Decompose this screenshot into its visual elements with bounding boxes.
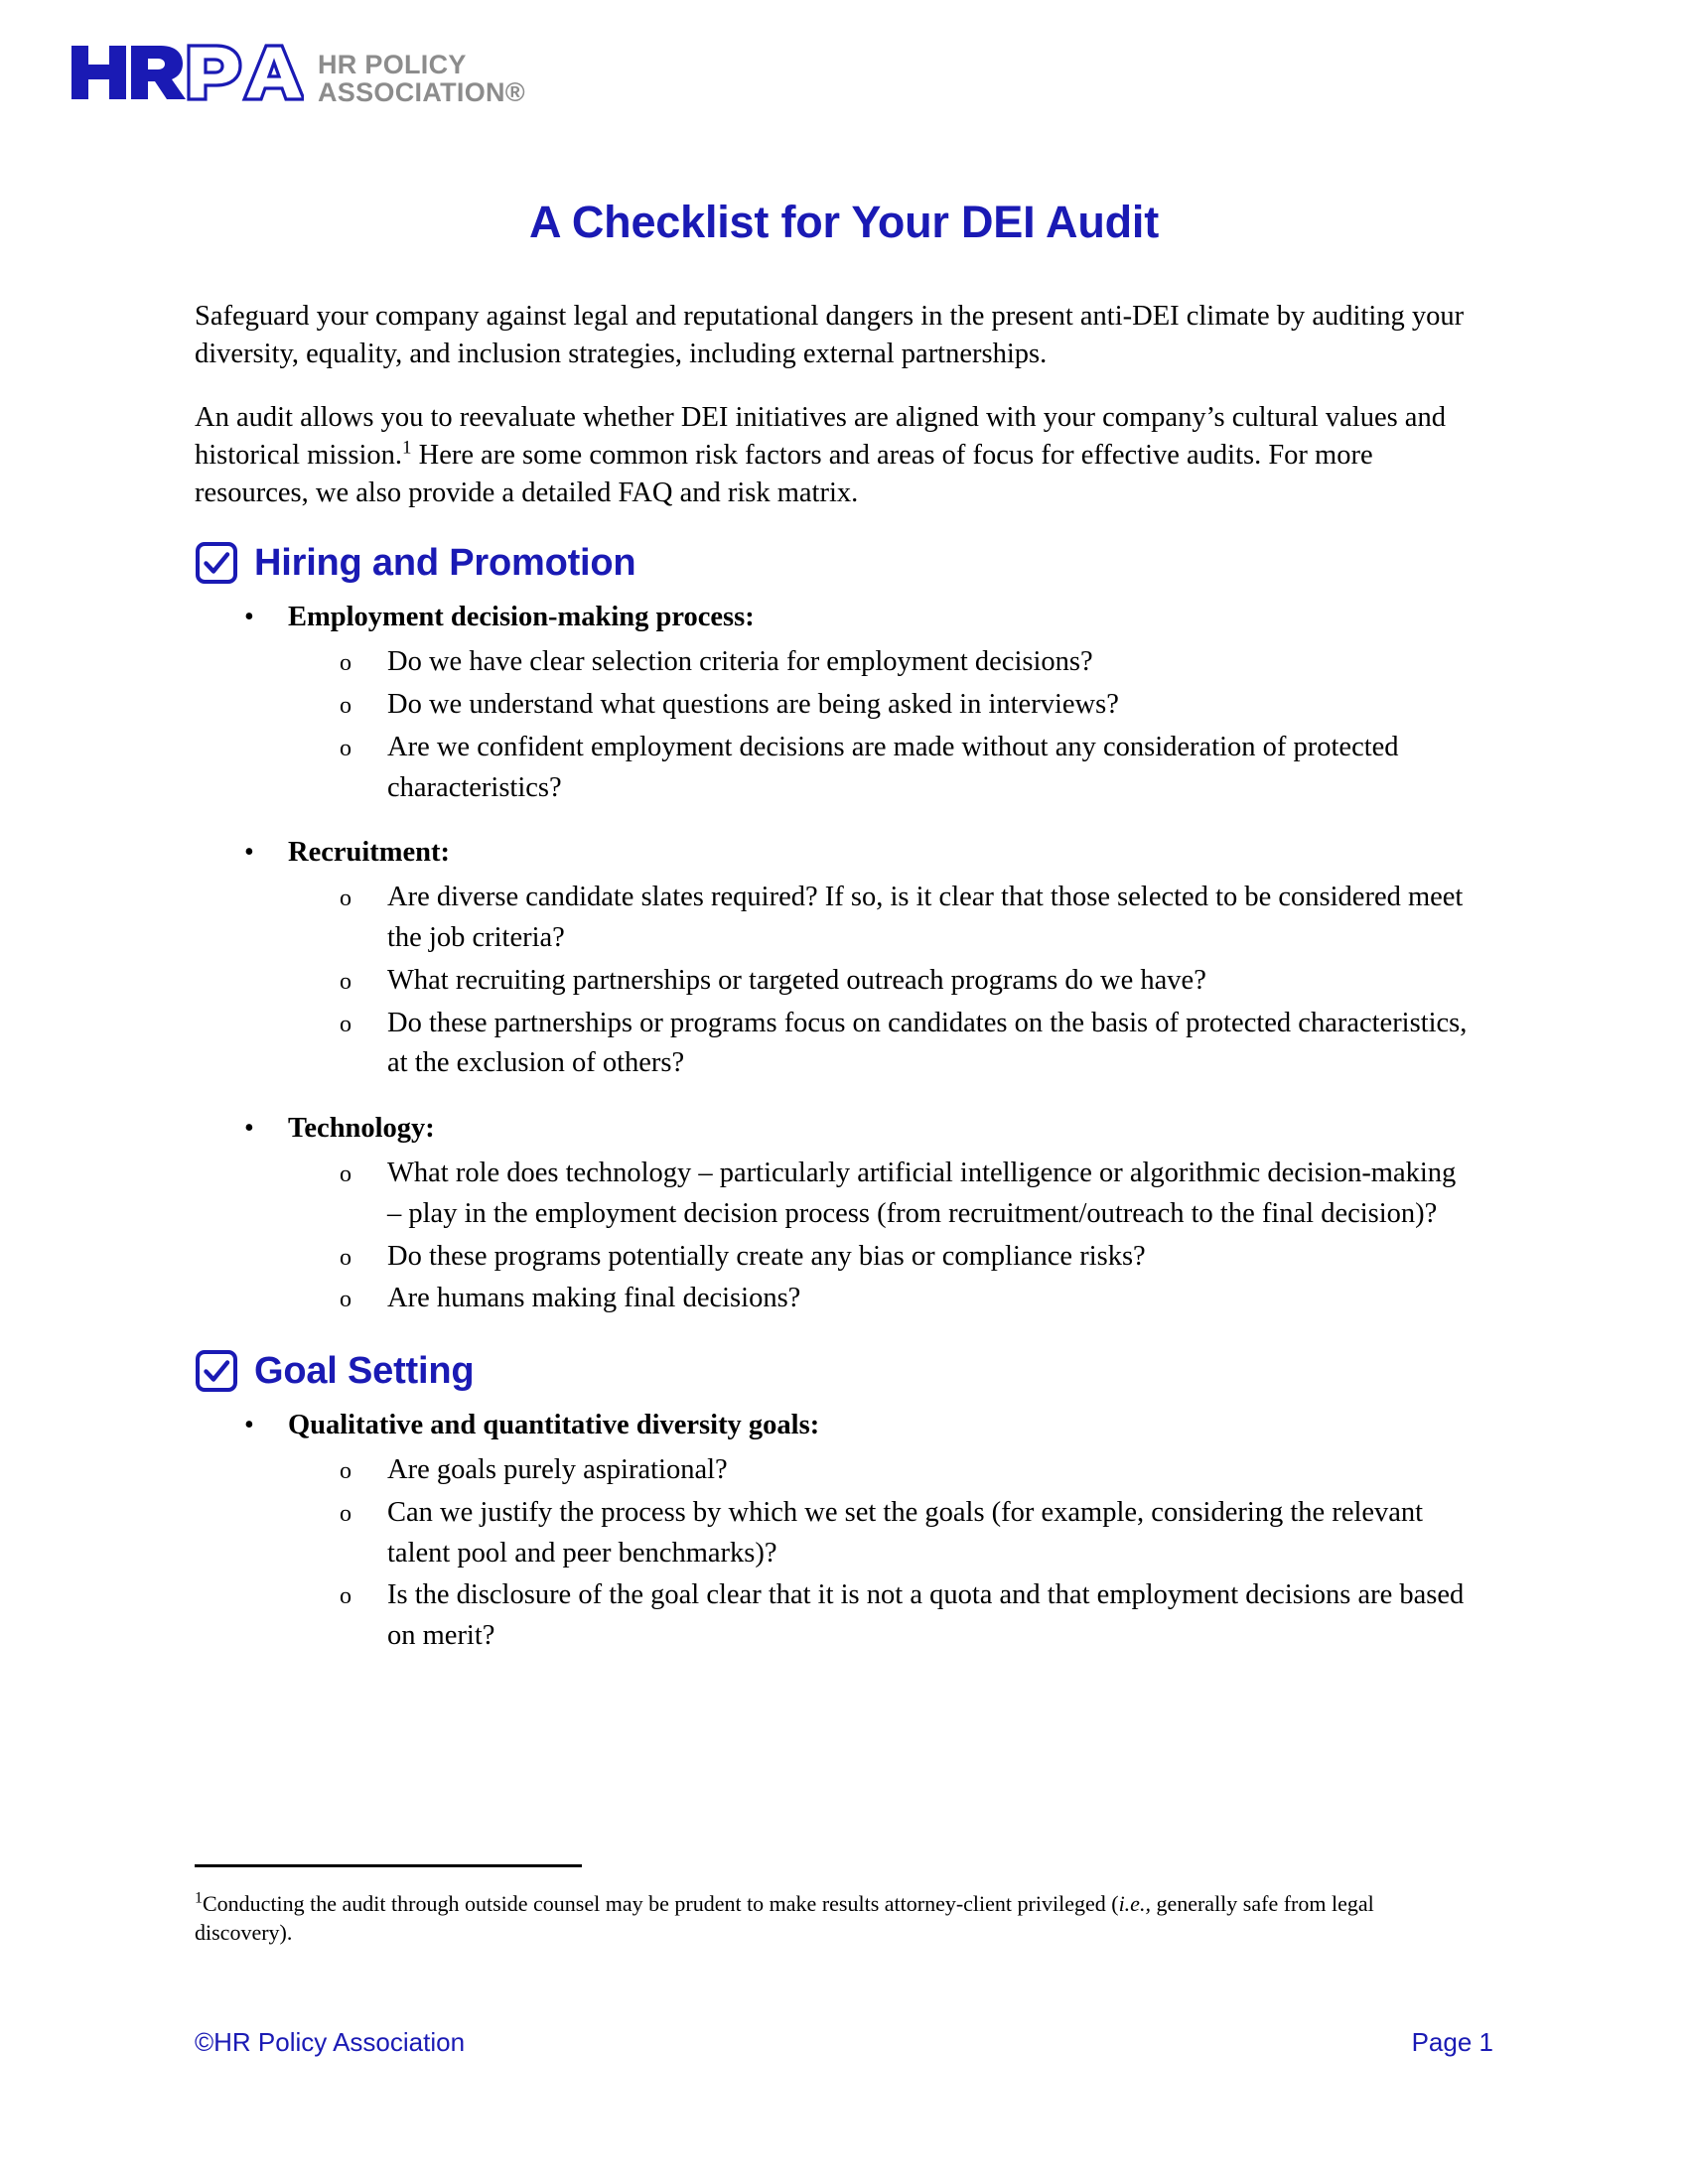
checklist-item-text: Do we have clear selection criteria for employment decisions? [387,646,1093,678]
checklist-item-text: Are diverse candidate slates required? If so, is it clear that those selected to be considered meet the job criteria? [387,882,1464,954]
list-item [340,728,1471,809]
checklist-item-text: Do these partnerships or programs focus on candidates on the basis of protected characteristics, at the exclusion of others? [387,1007,1468,1079]
checklist-item-text: Can we justify the process by which we set the goals (for example, considering the relevant talent pool and peer benchmarks)? [387,1496,1424,1569]
checkbox-checked-icon [195,541,238,585]
list-item [340,642,1471,683]
checklist-item-text: What recruiting partnerships or targeted outreach programs do we have? [387,964,1206,996]
footnote-area [195,1864,1426,1947]
footnote-separator [195,1864,582,1867]
checklist-group-header [244,599,1471,636]
bullet-disc-icon: • [244,1410,254,1441]
checklist-item-text: Do we understand what questions are being asked in interviews? [387,689,1119,721]
bullet-disc-icon: • [244,602,254,633]
hrpa-logomark-icon [70,42,304,103]
checklist-group-header [244,834,1471,872]
checklist-group [195,599,1471,808]
bullet-circle-icon: o [340,1500,352,1527]
checklist-group-label: Recruitment: [288,837,451,869]
bullet-circle-icon: o [340,1583,352,1610]
bullet-circle-icon: o [340,886,352,912]
bullet-circle-icon: o [340,693,352,720]
bullet-circle-icon: o [340,1458,352,1485]
checklist-group-label: Employment decision-making process: [288,602,755,633]
checklist-item-list [195,642,1471,808]
footnote-text [195,1889,1426,1947]
list-item [340,1450,1471,1491]
document-body [195,298,1471,1659]
footer-page-number: Page 1 [1411,2027,1493,2057]
list-item [340,1004,1471,1085]
section-title-hiring-and-promotion: Hiring and Promotion [254,541,636,584]
checklist-item-list [195,1154,1471,1319]
bullet-circle-icon: o [340,1011,352,1037]
logo-wordmark-line1: HR POLICY [318,50,467,79]
footnote-reference-1[interactable]: 1 [402,437,412,459]
section-goal-setting [195,1349,1471,1657]
list-item [340,961,1471,1002]
footnote-marker: 1 [195,1889,203,1907]
section-heading-row [195,1349,1471,1393]
list-item [340,1575,1471,1657]
checklist-group [195,834,1471,1084]
logo-wordmark-line2: ASSOCIATION® [318,76,526,107]
checklist-item-list [195,878,1471,1084]
checklist-group-header [244,1110,1471,1148]
checkbox-checked-icon [195,1349,238,1393]
checklist-group-list [195,1407,1471,1657]
checklist-item-text: What role does technology – particularly artificial intelligence or algorithmic decision-making – play in the employment decision process (from recruitment/outreach to the final decision)? [387,1158,1457,1229]
hrpa-logo [70,42,525,106]
list-item [340,685,1471,726]
footer-copyright: ©HR Policy Association [195,2027,466,2057]
intro-paragraph-2-part1: An audit allows you to reevaluate whether DEI initiatives are aligned with your company’s cultural values and historical mission. [195,401,1446,471]
bullet-circle-icon: o [340,968,352,995]
checklist-item-list [195,1450,1471,1657]
checklist-group [195,1407,1471,1657]
intro-paragraph-2-part2: Here are some common risk factors and areas of focus for effective audits. For more resources, we also provide a detailed FAQ and risk matrix. [195,439,1373,508]
checklist-group-label: Technology: [288,1113,435,1145]
intro-paragraph-2 [195,399,1471,512]
bullet-disc-icon: • [244,837,254,869]
bullet-circle-icon: o [340,735,352,761]
footnote-text-part1: Conducting the audit through outside counsel may be prudent to make results attorney-client privileged ( [203,1891,1119,1916]
list-item [340,1493,1471,1574]
checklist-item-text: Are we confident employment decisions are made without any consideration of protected characteristics? [387,731,1399,803]
section-heading-row [195,541,1471,585]
bullet-circle-icon: o [340,1244,352,1271]
page-footer [195,2027,1493,2058]
bullet-circle-icon: o [340,1287,352,1313]
bullet-disc-icon: • [244,1113,254,1145]
bullet-circle-icon: o [340,1161,352,1188]
checklist-item-text: Is the disclosure of the goal clear that it is not a quota and that employment decisions are based on merit? [387,1579,1465,1652]
list-item [340,1237,1471,1278]
checklist-group [195,1110,1471,1319]
checklist-item-text: Are goals purely aspirational? [387,1454,728,1486]
list-item [340,1279,1471,1319]
checklist-group-header [244,1407,1471,1444]
list-item [340,1154,1471,1235]
checklist-group-list [195,599,1471,1319]
footnote-text-part2: generally safe from legal discovery). [195,1891,1374,1946]
section-hiring-and-promotion [195,541,1471,1319]
section-title-goal-setting: Goal Setting [254,1349,475,1392]
checklist-item-text: Are humans making final decisions? [387,1283,801,1314]
logo-wordmark [318,52,525,106]
intro-paragraph-1: Safeguard your company against legal and reputational dangers in the present anti-DEI climate by auditing your diversity, equality, and inclusion strategies, including external partnerships. [195,301,1465,369]
checklist-group-label: Qualitative and quantitative diversity goals: [288,1410,820,1441]
footnote-text-italic: i.e., [1118,1891,1151,1916]
page-title: A Checklist for Your DEI Audit [528,197,1160,247]
bullet-circle-icon: o [340,650,352,677]
checklist-item-text: Do these programs potentially create any bias or compliance risks? [387,1240,1146,1272]
list-item [340,878,1471,959]
